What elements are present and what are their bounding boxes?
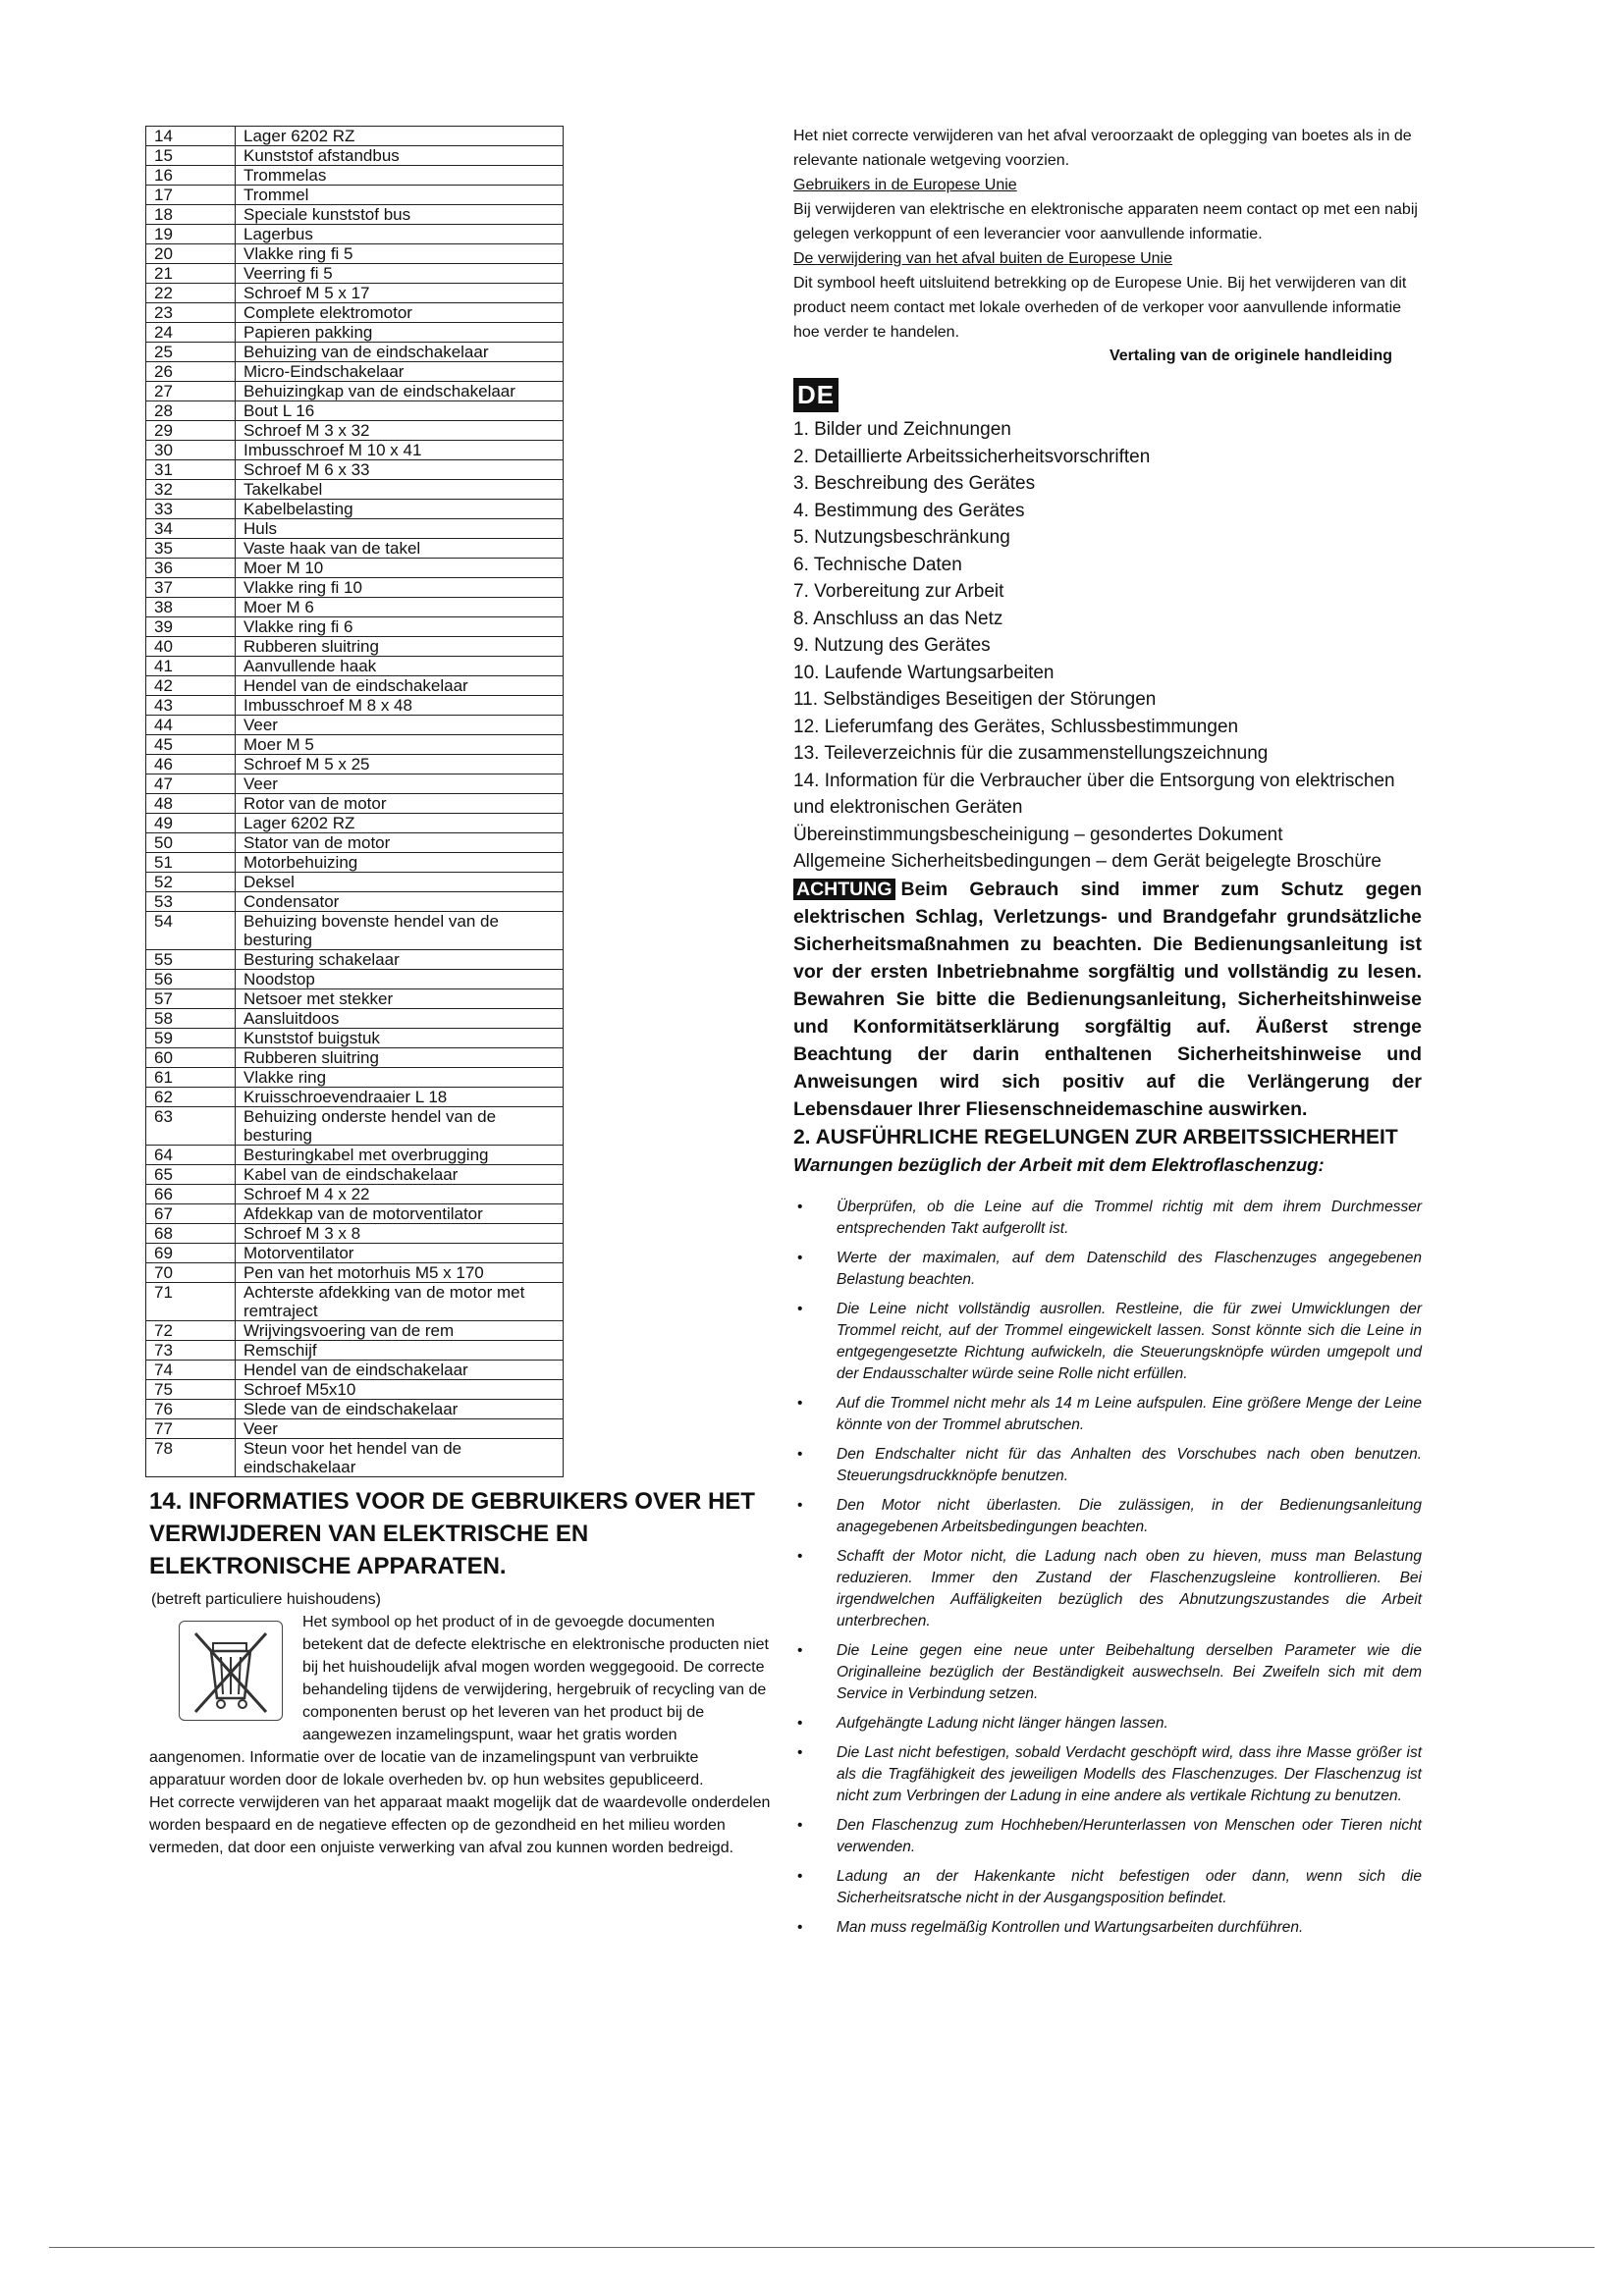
part-description: Kabel van de eindschakelaar [236, 1165, 564, 1185]
bullet-icon: • [797, 1394, 803, 1412]
warning-text: Werte der maximalen, auf dem Datenschild des Flaschenzuges angegebenen Belastung beachten. [837, 1249, 1422, 1288]
part-number: 20 [146, 244, 236, 264]
section-2-subtitle: Warnungen bezüglich der Arbeit mit dem Elektroflaschenzug: [793, 1153, 1325, 1175]
parts-table-body [146, 127, 564, 1477]
table-row [146, 441, 564, 460]
warning-text: Aufgehängte Ladung nicht länger hängen lassen. [837, 1714, 1168, 1732]
nl-noneu-heading: De verwijdering van het afval buiten de Europese Unie [793, 250, 1173, 267]
part-description: Imbusschroef M 10 x 41 [236, 441, 564, 460]
table-row [146, 127, 564, 146]
table-row [146, 382, 564, 401]
part-number: 75 [146, 1380, 236, 1400]
part-number: 67 [146, 1204, 236, 1224]
part-number: 64 [146, 1146, 236, 1165]
part-description: Behuizing bovenste hendel van de besturing [236, 912, 564, 950]
part-number: 42 [146, 676, 236, 696]
table-row [146, 657, 564, 676]
part-description: Motorbehuizing [236, 853, 564, 873]
part-description: Schroef M 3 x 8 [236, 1224, 564, 1244]
part-number: 53 [146, 892, 236, 912]
table-row [146, 401, 564, 421]
warning-text: Die Leine nicht vollständig ausrollen. Restleine, die für zwei Umwicklungen der Trommel reicht, auf der Trommel eingewickelt lassen. Sonst könnte sich die Leine in entgegengesetzte Richtung aufwickeln, die Steuerungsknöpfe würden umgepolt und der Endausschalter würde seine Rolle nicht erfüllen. [837, 1300, 1422, 1382]
warning-list [793, 1197, 1422, 1939]
table-row [146, 617, 564, 637]
table-row [146, 362, 564, 382]
warning-text: Auf die Trommel nicht mehr als 14 m Leine aufspulen. Eine größere Menge der Leine könnte von der Trommel abrutschen. [837, 1394, 1422, 1433]
part-description: Kabelbelasting [236, 500, 564, 519]
table-row [146, 912, 564, 950]
table-of-contents [793, 416, 1422, 876]
part-number: 36 [146, 559, 236, 578]
bullet-icon: • [797, 1867, 803, 1885]
table-row [146, 696, 564, 716]
table-row [146, 1283, 564, 1321]
part-description: Moer M 10 [236, 559, 564, 578]
table-row [146, 1068, 564, 1088]
part-description: Rubberen sluitring [236, 637, 564, 657]
part-number: 18 [146, 205, 236, 225]
bullet-icon: • [797, 1249, 803, 1266]
toc-item: 7. Vorbereitung zur Arbeit [793, 581, 1004, 602]
part-description: Behuizing van de eindschakelaar [236, 343, 564, 362]
part-number: 34 [146, 519, 236, 539]
table-row [146, 814, 564, 833]
part-description: Kunststof afstandbus [236, 146, 564, 166]
table-row [146, 637, 564, 657]
achtung-paragraph [793, 876, 1422, 1123]
table-row [146, 1185, 564, 1204]
warning-text: Die Leine gegen eine neue unter Beibehaltung derselben Parameter wie die Originalleine bezüglich der Beständigkeit auswechseln. Bei Zweifeln sich mit dem Service in Verbindung setzen. [837, 1641, 1422, 1702]
table-row [146, 1341, 564, 1361]
list-item [793, 1197, 1422, 1240]
part-description: Micro-Eindschakelaar [236, 362, 564, 382]
part-description: Condensator [236, 892, 564, 912]
part-description: Wrijvingsvoering van de rem [236, 1321, 564, 1341]
part-number: 41 [146, 657, 236, 676]
table-row [146, 1361, 564, 1380]
section-2-title: 2. AUSFÜHRLICHE REGELUNGEN ZUR ARBEITSSICHERHEIT [793, 1125, 1398, 1148]
part-number: 71 [146, 1283, 236, 1321]
table-row [146, 1009, 564, 1029]
part-description: Motorventilator [236, 1244, 564, 1263]
table-row [146, 1224, 564, 1244]
part-number: 52 [146, 873, 236, 892]
table-row [146, 873, 564, 892]
table-row [146, 146, 564, 166]
toc-item: Übereinstimmungsbescheinigung – gesondertes Dokument [793, 824, 1283, 845]
table-row [146, 1321, 564, 1341]
list-item [793, 1866, 1422, 1909]
part-number: 35 [146, 539, 236, 559]
crossed-bin-icon [179, 1621, 283, 1721]
part-description: Remschijf [236, 1341, 564, 1361]
part-number: 58 [146, 1009, 236, 1029]
table-row [146, 205, 564, 225]
part-number: 65 [146, 1165, 236, 1185]
part-number: 38 [146, 598, 236, 617]
part-description: Schroef M 3 x 32 [236, 421, 564, 441]
part-description: Vlakke ring fi 10 [236, 578, 564, 598]
warning-text: Die Last nicht befestigen, sobald Verdacht geschöpft wird, dass ihre Masse größer ist als die Tragfähigkeit des jeweiligen Modells des Flaschenzuges. Der Flaschenzug ist nicht zum Verbringen der Ladung in eine andere als vertikale Richtung zu benutzen. [837, 1743, 1422, 1804]
list-item [793, 1917, 1422, 1939]
table-row [146, 1107, 564, 1146]
part-number: 14 [146, 127, 236, 146]
part-number: 31 [146, 460, 236, 480]
table-row [146, 598, 564, 617]
part-number: 56 [146, 970, 236, 989]
table-row [146, 421, 564, 441]
part-number: 68 [146, 1224, 236, 1244]
part-number: 72 [146, 1321, 236, 1341]
table-row [146, 774, 564, 794]
table-row [146, 343, 564, 362]
nl-para-1: Het symbool op het product of in de gevoegde documenten betekent dat de defecte elektrische en elektronische producten niet bij het huishoudelijk afval mogen worden weggegooid. De correcte behandeling tijdens de verwijdering, hergebruik of recycling van de componenten berust op het leveren van het product bij de aangewezen inzamelingspunt, waar het gratis worden aangenomen. Informatie over de locatie van de inzamelingspunt van verbruikte apparatuur worden door de lokale overheden bv. op hun websites gepubliceerd. [149, 1614, 769, 1789]
bullet-icon: • [797, 1714, 803, 1732]
table-row [146, 166, 564, 186]
part-number: 37 [146, 578, 236, 598]
warning-text: Den Endschalter nicht für das Anhalten des Vorschubes nach oben benutzen. Steuerungsdruckknöpfe benutzen. [837, 1445, 1422, 1484]
table-row [146, 1146, 564, 1165]
part-number: 63 [146, 1107, 236, 1146]
table-row [146, 950, 564, 970]
table-row [146, 1400, 564, 1419]
table-row [146, 1204, 564, 1224]
table-row [146, 735, 564, 755]
part-number: 55 [146, 950, 236, 970]
nl-eu-text: Bij verwijderen van elektrische en elektronische apparaten neem contact op met een nabij gelegen verkoppunt of een leverancier voor aanvullende informatie. [793, 201, 1418, 242]
table-row [146, 559, 564, 578]
part-description: Noodstop [236, 970, 564, 989]
list-item [793, 1248, 1422, 1291]
part-number: 59 [146, 1029, 236, 1048]
part-description: Vlakke ring [236, 1068, 564, 1088]
part-description: Schroef M 4 x 22 [236, 1185, 564, 1204]
part-number: 29 [146, 421, 236, 441]
part-number: 47 [146, 774, 236, 794]
part-number: 45 [146, 735, 236, 755]
part-description: Trommel [236, 186, 564, 205]
part-number: 33 [146, 500, 236, 519]
left-column [145, 126, 774, 1859]
toc-item: 1. Bilder und Zeichnungen [793, 419, 1011, 440]
table-row [146, 1244, 564, 1263]
part-description: Lagerbus [236, 225, 564, 244]
part-number: 78 [146, 1439, 236, 1477]
part-description: Stator van de motor [236, 833, 564, 853]
part-description: Hendel van de eindschakelaar [236, 1361, 564, 1380]
part-number: 39 [146, 617, 236, 637]
part-description: Aansluitdoos [236, 1009, 564, 1029]
part-description: Steun voor het hendel van de eindschakelaar [236, 1439, 564, 1477]
part-description: Bout L 16 [236, 401, 564, 421]
table-row [146, 539, 564, 559]
part-number: 69 [146, 1244, 236, 1263]
table-row [146, 1048, 564, 1068]
part-number: 19 [146, 225, 236, 244]
part-description: Moer M 5 [236, 735, 564, 755]
part-description: Complete elektromotor [236, 303, 564, 323]
part-number: 21 [146, 264, 236, 284]
bullet-icon: • [797, 1198, 803, 1215]
warning-text: Man muss regelmäßig Kontrollen und Wartungsarbeiten durchführen. [837, 1918, 1304, 1936]
toc-item: 13. Teileverzeichnis für die zusammenstellungszeichnung [793, 743, 1269, 764]
toc-item: 9. Nutzung des Gerätes [793, 635, 991, 656]
list-item [793, 1495, 1422, 1538]
table-row [146, 264, 564, 284]
table-row [146, 989, 564, 1009]
warning-text: Überprüfen, ob die Leine auf die Trommel richtig mit dem ihrem Durchmesser entsprechenden Takt aufgerollt ist. [837, 1198, 1422, 1237]
toc-item: 6. Technische Daten [793, 554, 962, 575]
toc-item: 4. Bestimmung des Gerätes [793, 500, 1025, 521]
part-description: Takelkabel [236, 480, 564, 500]
table-row [146, 186, 564, 205]
bullet-icon: • [797, 1496, 803, 1514]
table-row [146, 1380, 564, 1400]
nl-subtitle: (betreft particuliere huishoudens) [151, 1591, 381, 1608]
table-row [146, 892, 564, 912]
part-description: Rotor van de motor [236, 794, 564, 814]
list-item [793, 1742, 1422, 1807]
part-description: Schroef M 6 x 33 [236, 460, 564, 480]
table-row [146, 519, 564, 539]
part-number: 51 [146, 853, 236, 873]
table-row [146, 794, 564, 814]
toc-item: 3. Beschreibung des Gerätes [793, 473, 1036, 494]
part-description: Huls [236, 519, 564, 539]
table-row [146, 1439, 564, 1477]
part-description: Schroef M 5 x 25 [236, 755, 564, 774]
footer-divider [49, 2247, 1595, 2248]
table-row [146, 460, 564, 480]
part-description: Vlakke ring fi 5 [236, 244, 564, 264]
list-item [793, 1393, 1422, 1436]
right-column [793, 124, 1422, 1947]
part-description: Behuizingkap van de eindschakelaar [236, 382, 564, 401]
part-number: 22 [146, 284, 236, 303]
part-number: 28 [146, 401, 236, 421]
table-row [146, 1029, 564, 1048]
part-description: Besturingkabel met overbrugging [236, 1146, 564, 1165]
part-number: 73 [146, 1341, 236, 1361]
part-description: Vaste haak van de takel [236, 539, 564, 559]
toc-item: 14. Information für die Verbraucher über die Entsorgung von elektrischen und elektronischen Geräten [793, 770, 1395, 818]
part-number: 46 [146, 755, 236, 774]
bullet-icon: • [797, 1641, 803, 1659]
part-description: Veerring fi 5 [236, 264, 564, 284]
part-number: 26 [146, 362, 236, 382]
list-item [793, 1640, 1422, 1705]
table-row [146, 578, 564, 598]
part-number: 48 [146, 794, 236, 814]
table-row [146, 1419, 564, 1439]
part-description: Trommelas [236, 166, 564, 186]
part-description: Schroef M5x10 [236, 1380, 564, 1400]
table-row [146, 716, 564, 735]
part-number: 32 [146, 480, 236, 500]
list-item [793, 1713, 1422, 1735]
table-row [146, 676, 564, 696]
part-number: 23 [146, 303, 236, 323]
part-number: 50 [146, 833, 236, 853]
bullet-icon: • [797, 1445, 803, 1463]
table-row [146, 833, 564, 853]
toc-item: 5. Nutzungsbeschränkung [793, 527, 1010, 548]
bullet-icon: • [797, 1918, 803, 1936]
part-description: Vlakke ring fi 6 [236, 617, 564, 637]
part-description: Besturing schakelaar [236, 950, 564, 970]
part-number: 15 [146, 146, 236, 166]
warning-text: Den Flaschenzug zum Hochheben/Herunterlassen von Menschen oder Tieren nicht verwenden. [837, 1816, 1422, 1855]
part-number: 43 [146, 696, 236, 716]
table-row [146, 303, 564, 323]
bullet-icon: • [797, 1547, 803, 1565]
warning-text: Schafft der Motor nicht, die Ladung nach oben zu hieven, muss man Belastung reduzieren. Immer den Zustand der Flaschenzugsleine kontrollieren. Bei irgendwelchen Auffäligkeiten bezüglich des Abnutzungszustandes die Arbeit unterbrechen. [837, 1547, 1422, 1629]
part-description: Hendel van de eindschakelaar [236, 676, 564, 696]
part-number: 74 [146, 1361, 236, 1380]
nl-eu-heading: Gebruikers in de Europese Unie [793, 177, 1017, 193]
part-description: Lager 6202 RZ [236, 814, 564, 833]
part-description: Veer [236, 774, 564, 794]
nl-section-title: 14. INFORMATIES VOOR DE GEBRUIKERS OVER HET VERWIJDEREN VAN ELEKTRISCHE EN ELEKTRONISCHE APPARATEN. [149, 1488, 755, 1579]
nl-weee-block [149, 1611, 774, 1859]
part-description: Rubberen sluitring [236, 1048, 564, 1068]
part-number: 40 [146, 637, 236, 657]
part-number: 44 [146, 716, 236, 735]
part-description: Lager 6202 RZ [236, 127, 564, 146]
table-row [146, 1165, 564, 1185]
bullet-icon: • [797, 1300, 803, 1317]
list-item [793, 1815, 1422, 1858]
part-number: 57 [146, 989, 236, 1009]
warning-text: Ladung an der Hakenkante nicht befestigen oder dann, wenn sich die Sicherheitsratsche nicht in der Ausgangsposition befindet. [837, 1867, 1422, 1906]
part-number: 62 [146, 1088, 236, 1107]
part-number: 54 [146, 912, 236, 950]
part-number: 66 [146, 1185, 236, 1204]
warning-text: Den Motor nicht überlasten. Die zulässigen, in der Bedienungsanleitung anagegebenen Arbeitsbedingungen beachten. [837, 1496, 1422, 1535]
table-row [146, 480, 564, 500]
language-badge-de: DE [793, 378, 839, 412]
part-number: 60 [146, 1048, 236, 1068]
table-row [146, 284, 564, 303]
part-description: Deksel [236, 873, 564, 892]
part-number: 24 [146, 323, 236, 343]
nl-fines-text: Het niet correcte verwijderen van het afval veroorzaakt de oplegging van boetes als in de relevante nationale wetgeving voorzien. [793, 128, 1412, 169]
table-row [146, 1263, 564, 1283]
part-description: Afdekkap van de motorventilator [236, 1204, 564, 1224]
part-description: Aanvullende haak [236, 657, 564, 676]
part-number: 70 [146, 1263, 236, 1283]
parts-table [145, 126, 564, 1477]
part-description: Kruisschroevendraaier L 18 [236, 1088, 564, 1107]
part-description: Kunststof buigstuk [236, 1029, 564, 1048]
part-description: Moer M 6 [236, 598, 564, 617]
toc-item: 2. Detaillierte Arbeitssicherheitsvorschriften [793, 446, 1151, 467]
toc-item: 8. Anschluss an das Netz [793, 608, 1003, 629]
part-number: 76 [146, 1400, 236, 1419]
table-row [146, 225, 564, 244]
part-number: 27 [146, 382, 236, 401]
nl-para-2: Het correcte verwijderen van het apparaat maakt mogelijk dat de waardevolle onderdelen worden bespaard en de negatieve effecten op de gezondheid en het milieu worden vermeden, dat door een onjuiste verwerking van afval zou kunnen worden bedreigd. [149, 1794, 771, 1856]
nl-noneu-text: Dit symbool heeft uitsluitend betrekking op de Europese Unie. Bij het verwijderen van dit product neem contact met lokale overheden of de verkoper voor aanvullende informatie hoe verder te handelen. [793, 275, 1407, 341]
part-description: Veer [236, 1419, 564, 1439]
part-description: Schroef M 5 x 17 [236, 284, 564, 303]
part-description: Papieren pakking [236, 323, 564, 343]
table-row [146, 323, 564, 343]
part-number: 30 [146, 441, 236, 460]
achtung-text: Beim Gebrauch sind immer zum Schutz gegen elektrischen Schlag, Verletzungs- und Brandgefahr grundsätzliche Sicherheitsmaßnahmen zu beachten. Die Bedienungsanleitung ist vor der ersten Inbetriebnahme sorgfältig und vollständig zu lesen. Bewahren Sie bitte die Bedienungsanleitung, Sicherheitshinweise und Konformitätserklärung sorgfältig auf. Äußerst strenge Beachtung der darin enthaltenen Sicherheitshinweise und Anweisungen wird sich positiv auf die Verlängerung der Lebensdauer Ihrer Fliesenschneidemaschine auswirken. [793, 878, 1422, 1120]
part-description: Veer [236, 716, 564, 735]
part-number: 77 [146, 1419, 236, 1439]
part-number: 16 [146, 166, 236, 186]
toc-item: 11. Selbständiges Beseitigen der Störungen [793, 689, 1157, 710]
bullet-icon: • [797, 1743, 803, 1761]
part-description: Pen van het motorhuis M5 x 170 [236, 1263, 564, 1283]
table-row [146, 1088, 564, 1107]
part-number: 61 [146, 1068, 236, 1088]
list-item [793, 1299, 1422, 1385]
toc-item: Allgemeine Sicherheitsbedingungen – dem Gerät beigelegte Broschüre [793, 851, 1381, 872]
part-description: Imbusschroef M 8 x 48 [236, 696, 564, 716]
part-number: 49 [146, 814, 236, 833]
list-item [793, 1444, 1422, 1487]
table-row [146, 500, 564, 519]
part-description: Behuizing onderste hendel van de besturing [236, 1107, 564, 1146]
table-row [146, 853, 564, 873]
part-description: Slede van de eindschakelaar [236, 1400, 564, 1419]
toc-item: 12. Lieferumfang des Gerätes, Schlussbestimmungen [793, 716, 1239, 737]
toc-item: 10. Laufende Wartungsarbeiten [793, 662, 1055, 683]
part-number: 17 [146, 186, 236, 205]
table-row [146, 755, 564, 774]
part-description: Achterste afdekking van de motor met remtraject [236, 1283, 564, 1321]
list-item [793, 1546, 1422, 1632]
part-description: Netsoer met stekker [236, 989, 564, 1009]
part-number: 25 [146, 343, 236, 362]
table-row [146, 244, 564, 264]
achtung-label: ACHTUNG [793, 879, 895, 900]
table-row [146, 970, 564, 989]
translation-note: Vertaling van de originele handleiding [1109, 347, 1392, 364]
bullet-icon: • [797, 1816, 803, 1834]
part-description: Speciale kunststof bus [236, 205, 564, 225]
